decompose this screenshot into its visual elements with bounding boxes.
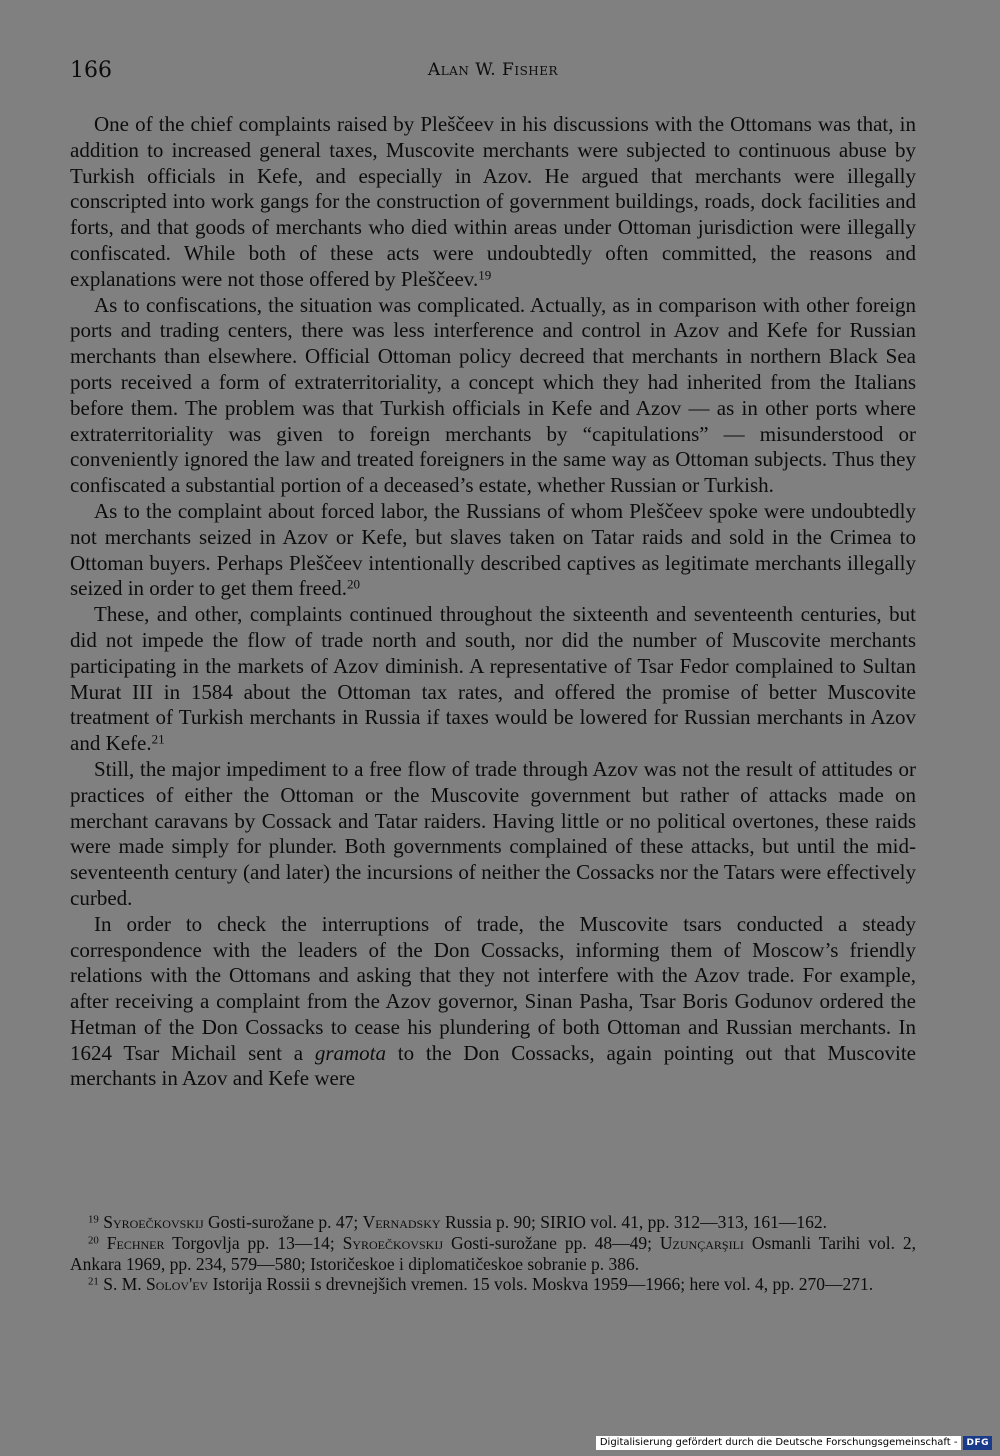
footnote-text: Torgovlja pp. 13—14; (164, 1232, 343, 1253)
body-text (70, 112, 916, 1092)
footnote-text: Russia p. 90; SIRIO vol. 41, pp. 312—313, 161—162. (440, 1212, 828, 1232)
footnote-author: Uzunçarşili (659, 1232, 744, 1253)
footnote-text: Gosti-surožane p. 47; (203, 1212, 363, 1232)
running-head: Alan W. Fisher (427, 60, 559, 80)
footnote-ref-19[interactable]: 19 (478, 267, 492, 283)
footnote-author: Syroečkovskij (342, 1232, 444, 1253)
footnote-text: Gosti-surožane pp. 48—49; (443, 1232, 660, 1253)
paragraph-6 (70, 912, 916, 1093)
footnote-author: Vernadsky (362, 1212, 441, 1232)
footnote-ref-20[interactable]: 20 (346, 576, 360, 592)
footnote-author: Syroečkovskij (103, 1212, 204, 1232)
footnote-20 (70, 1233, 916, 1275)
footnote-number: 21 (88, 1275, 99, 1288)
paragraph-5-text: Still, the major impediment to a free flow of trade through Azov was not the result of attitudes or practices of either the Ottoman or the Muscovite government but rather of attacks made on merchant caravans by Cossack and Tatar raiders. Having little or no political overtones, these raids were made simply for plunder. Both governments complained of these attacks, but until the mid-seventeenth century (and later) the incursions of neither the Cossacks nor the Tatars were effectively curbed. (70, 756, 916, 910)
paragraph-6-text-before: In order to check the interruptions of trade, the Muscovite tsars conducted a steady correspondence with the leaders of the Don Cossacks, informing them of Moscow’s friendly relations with the Ottomans and asking that they not interfere with the Azov trade. For example, after receiving a complaint from the Azov governor, Sinan Pasha, Tsar Boris Godunov ordered the Hetman of the Don Cossacks to cease his plundering of both Ottoman and Russian merchants. In 1624 Tsar Michail sent a (70, 911, 916, 1065)
paragraph-1-text: One of the chief complaints raised by Pleščeev in his discussions with the Ottomans was that, in addition to increased general taxes, Muscovite merchants were subjected to continuous abuse by Turkish officials in Kefe, and especially in Azov. He argued that merchants were illegally conscripted into work gangs for the construction of government buildings, roads, dock facilities and forts, and that goods of merchants who died within areas under Ottoman jurisdiction were illegally confiscated. While both of these acts were undoubtedly often committed, the reasons and explanations were not those offered by Pleščeev. (70, 112, 916, 291)
footnotes (70, 1212, 916, 1295)
paragraph-2 (70, 293, 916, 499)
footnote-19 (70, 1212, 916, 1233)
page-header (70, 58, 916, 88)
paragraph-6-text-after: to the Don Cossacks, again pointing out that Muscovite merchants in Azov and Kefe were (70, 1040, 917, 1091)
page-number: 166 (70, 58, 112, 83)
digitization-credit (596, 1436, 992, 1450)
dfg-logo-icon[interactable]: DFG (963, 1436, 992, 1450)
credit-text: Digitalisierung gefördert durch die Deutsche Forschungsgemeinschaft - (596, 1436, 962, 1450)
paragraph-3-text: As to the complaint about forced labor, the Russians of whom Pleščeev spoke were undoubtedly not merchants seized in Azov or Kefe, but slaves taken on Tatar raids and sold in the Crimea to Ottoman buyers. Perhaps Pleščeev intentionally described captives as legitimate merchants illegally seized in order to get them freed. (70, 498, 916, 601)
footnote-21 (70, 1274, 916, 1295)
paragraph-6-italic-term: gramota (314, 1040, 386, 1065)
paragraph-5 (70, 757, 916, 912)
footnote-author: Solov'ev (146, 1274, 209, 1295)
footnote-number: 19 (88, 1213, 99, 1226)
paragraph-4-text: These, and other, complaints continued throughout the sixteenth and seventeenth centuries, but did not impede the flow of trade north and south, nor did the number of Muscovite merchants participating in the markets of Azov diminish. A representative of Tsar Fedor complained to Sultan Murat III in 1584 about the Ottoman tax rates, and offered the promise of better Muscovite treatment of Turkish merchants in Russia if taxes would be lowered for Russian merchants in Azov and Kefe. (70, 602, 916, 756)
paragraph-2-text: As to confiscations, the situation was complicated. Actually, as in comparison with other foreign ports and trading centers, there was less interference and control in Azov and Kefe for Russian merchants than elsewhere. Official Ottoman policy decreed that merchants in northern Black Sea ports received a form of extraterritoriality, a concept which they had inherited from the Italians before them. The problem was that Turkish officials in Kefe and Azov — as in other ports where extraterritoriality was given to foreign merchants by “capitulations” — misunderstood or conveniently ignored the law and treated foreigners in the same way as Ottoman subjects. Thus they confiscated a substantial portion of a deceased’s estate, whether Russian or Turkish. (70, 292, 916, 498)
footnote-author: Fechner (106, 1232, 165, 1253)
footnote-text: S. M. (103, 1274, 147, 1295)
footnote-number: 20 (88, 1234, 99, 1247)
footnote-text: Istorija Rossii s drevnejšich vremen. 15 vols. Moskva 1959—1966; here vol. 4, pp. 270—271. (208, 1274, 874, 1295)
paragraph-3 (70, 499, 916, 602)
footnote-text: Osmanli Tarihi vol. 2, Ankara 1969, pp. 234, 579—580; Istoričeskoe i diplomatičeskoe sobranie p. 386. (70, 1232, 916, 1274)
paragraph-1 (70, 112, 916, 293)
footnote-ref-21[interactable]: 21 (151, 731, 165, 747)
paragraph-4 (70, 602, 916, 757)
